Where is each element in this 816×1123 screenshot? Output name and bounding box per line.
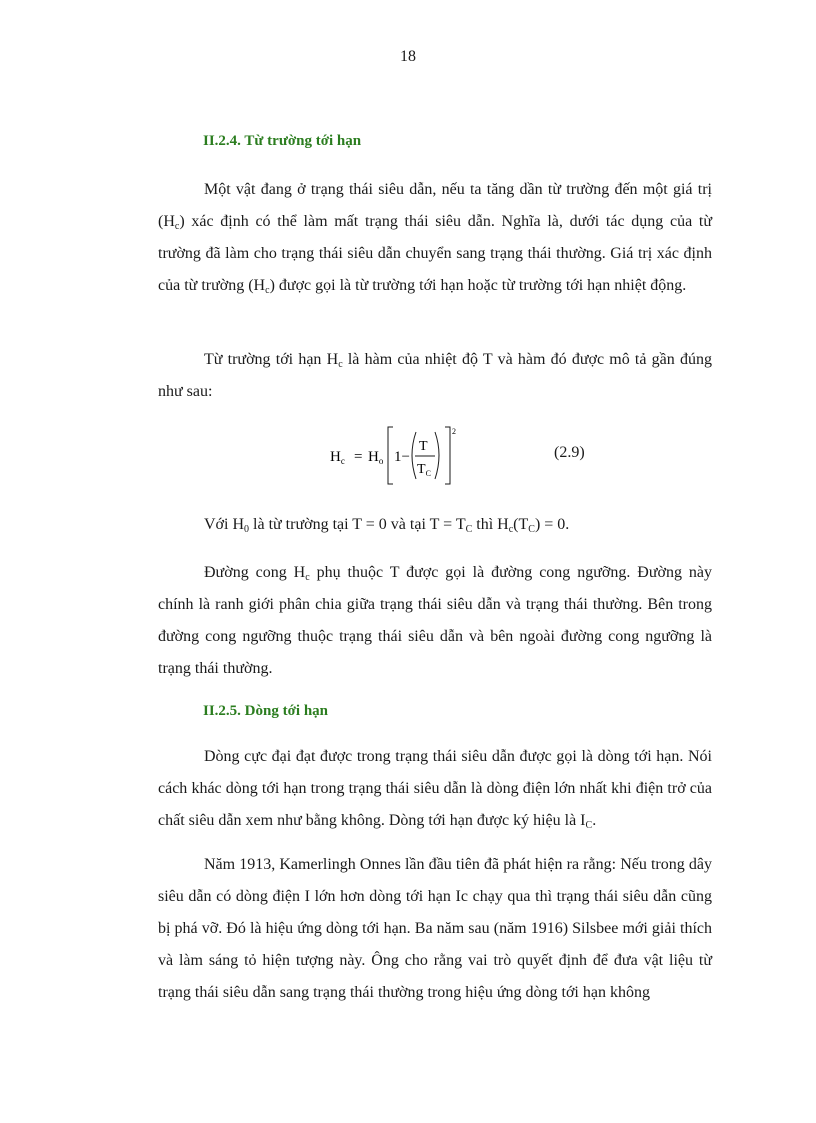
subscript: C	[585, 820, 593, 831]
subscript: c	[265, 285, 270, 296]
text-run: ) = 0.	[534, 516, 570, 533]
subscript: C	[465, 524, 473, 535]
formula-numerator: T	[419, 439, 428, 454]
subscript: 0	[244, 524, 250, 535]
subscript: c	[338, 359, 343, 370]
right-paren	[435, 432, 439, 479]
section-heading-critical-current: II.2.5. Dòng tới hạn	[203, 703, 329, 719]
text-run: .	[592, 812, 597, 829]
text-run: Với H	[204, 516, 245, 533]
formula-denominator: $T_C$	[417, 462, 431, 478]
text-run: thì H	[472, 516, 509, 533]
section-heading-critical-field: II.2.4. Từ trường tới hạn	[203, 133, 362, 149]
left-bracket	[388, 427, 393, 484]
text-run: Một vật đang ở trạng thái siêu dẫn, nếu ta tăng dần từ trường đến một giá trị (H	[158, 181, 712, 230]
page-number: 18	[400, 48, 416, 65]
subscript: c	[305, 572, 310, 583]
text-run: phụ thuộc T được gọi là đường cong ngưỡng. Đường này chính là ranh giới phân chia giữa trạng thái siêu dẫn và trạng thái thường. Bên trong đường cong ngưỡng thuộc trạng thái siêu dẫn và bên ngoài đường cong ngưỡng là trạng thái thường.	[158, 564, 713, 677]
subscript: c	[508, 524, 514, 535]
paragraph-critical-field-intro	[158, 174, 712, 302]
text-run: Từ trường tới hạn H	[204, 351, 339, 368]
equation-number: (2.9)	[554, 444, 585, 461]
paragraph-critical-current-definition	[158, 741, 712, 837]
right-bracket	[445, 427, 450, 484]
text-run: ) xác định có thể làm mất trạng thái siêu dẫn. Nghĩa là, dưới tác dụng của từ trường đã làm cho trạng thái siêu dẫn chuyển sang trạng thái thường. Giá trị xác định của từ trường (H	[158, 213, 712, 294]
paragraph-threshold-curve	[158, 557, 712, 685]
text-run: Đường cong H	[204, 564, 306, 581]
formula-exponent: 2	[452, 427, 456, 436]
formula-one-minus: 1−	[394, 449, 410, 465]
text-run: Dòng cực đại đạt được trong trạng thái siêu dẫn được gọi là dòng tới hạn. Nói cách khác dòng tới hạn trong trạng thái siêu dẫn là dòng điện lớn nhất khi điện trở của chất siêu dẫn xem như bằng không. Dòng tới hạn được ký hiệu là I	[158, 748, 712, 829]
formula-equals: =	[354, 449, 363, 465]
equation-formula	[330, 422, 470, 492]
text-run: ) được gọi là từ trường tới hạn hoặc từ trường tới hạn nhiệt động.	[269, 277, 687, 294]
text-run: (T	[513, 516, 529, 533]
equation-2-9	[0, 422, 816, 492]
paragraph-onnes-discovery: Năm 1913, Kamerlingh Onnes lần đầu tiên đã phát hiện ra rằng: Nếu trong dây siêu dẫn có dòng điện I lớn hơn dòng tới hạn Ic chạy qua thì trạng thái siêu dẫn cũng bị phá vỡ. Đó là hiệu ứng dòng tới hạn. Ba năm sau (năm 1916) Silsbee mới giải thích và làm sáng tỏ hiện tượng này. Ông cho rằng vai trò quyết định để đưa vật liệu từ trạng thái siêu dẫn sang trạng thái thường trong hiệu ứng dòng tới hạn không	[158, 856, 712, 1001]
subscript: c	[174, 221, 180, 232]
subscript: C	[528, 524, 535, 535]
paragraph-h0-definition	[158, 509, 712, 541]
text-run: là từ trường tại T = 0 và tại T = T	[249, 516, 466, 533]
paragraph-critical-field-function	[158, 344, 712, 408]
formula-hc: $H_c$	[330, 449, 345, 466]
text-run: là hàm của nhiệt độ T và hàm đó được mô tả gần đúng như sau:	[158, 351, 712, 400]
formula-h0: $H_o$	[368, 449, 384, 466]
